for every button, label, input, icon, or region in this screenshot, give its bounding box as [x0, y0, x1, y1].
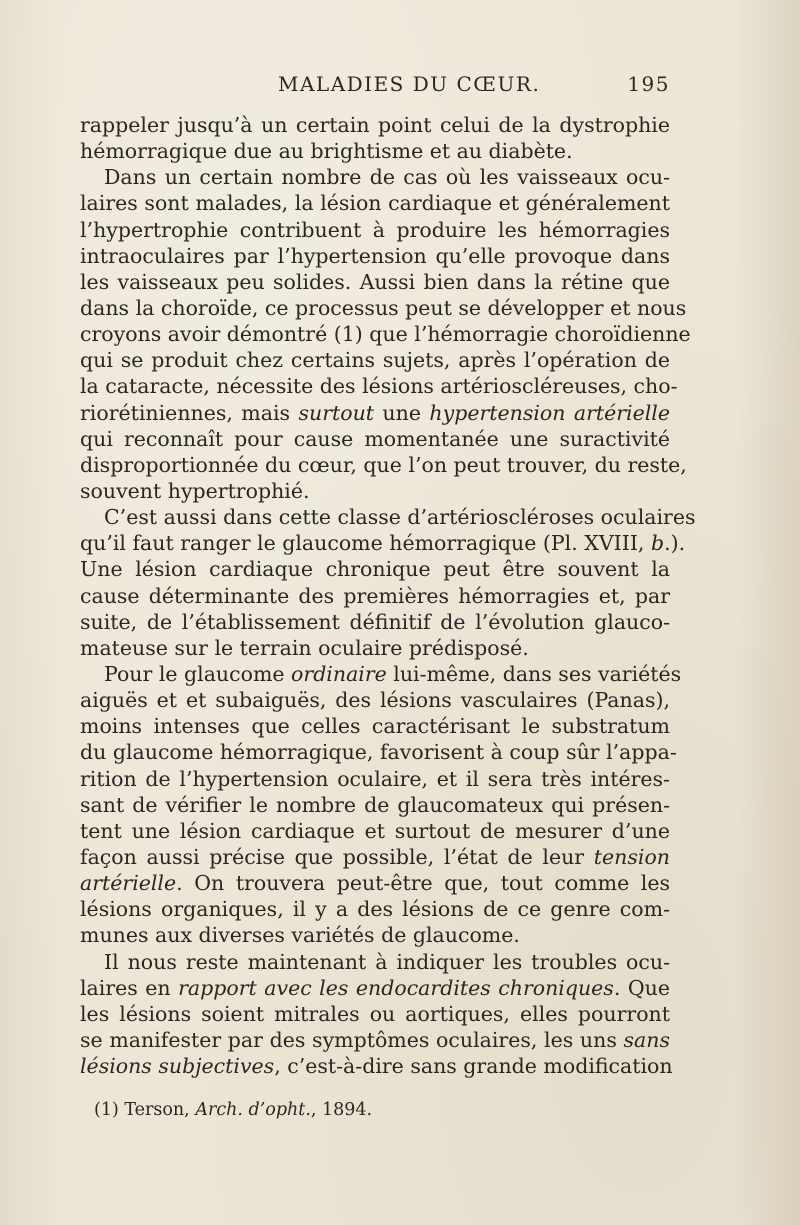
text-run: façon aussi précise que possible, l’état de leur	[80, 844, 594, 869]
text-line: rappeler jusqu’à un certain point celui de la dystrophie	[80, 113, 670, 137]
italic-text: ordinaire	[291, 661, 387, 686]
text-run: lui-même, dans ses variétés	[386, 661, 682, 686]
text-run: se manifester par des symptômes oculaires, les uns	[80, 1027, 624, 1052]
text-run: . On trouvera peut-être que, tout comme les	[176, 871, 670, 896]
text-line	[80, 1053, 673, 1079]
text-line: la cataracte, nécessite des lésions artérioscléreuses, cho-	[80, 374, 678, 399]
text-line: Dans un certain nombre de cas où les vaisseaux ocu-	[104, 165, 670, 190]
text-run: qu’il faut ranger le glaucome hémorragique (Pl. XVIII,	[80, 531, 651, 556]
text-line: qui reconnaît pour cause momentanée une suractivité	[80, 426, 670, 451]
italic-text: surtout	[298, 400, 375, 425]
text-line: souvent hypertrophié.	[80, 478, 310, 503]
text-run: une	[374, 400, 430, 425]
text-run: . Que	[613, 975, 670, 1000]
text-line: mateuse sur le terrain oculaire prédisposé.	[80, 635, 529, 660]
text-line: Il nous reste maintenant à indiquer les troubles ocu-	[104, 949, 670, 974]
italic-text: tension	[593, 844, 670, 869]
italic-text: lésions subjectives	[80, 1054, 275, 1079]
text-line: tent une lésion cardiaque et surtout de mesurer d’une	[80, 818, 670, 843]
text-line: les vaisseaux peu solides. Aussi bien dans la rétine que	[80, 269, 670, 294]
italic-text: rapport avec les endocardites chroniques	[178, 975, 614, 1000]
text-line: qui se produit chez certains sujets, après l’opération de	[80, 348, 670, 373]
text-line: cause déterminante des premières hémorragies et, par	[80, 583, 670, 608]
text-line: sant de vérifier le nombre de glaucomateux qui présen-	[80, 792, 670, 817]
text-line	[80, 975, 670, 1001]
text-line	[80, 844, 670, 870]
text-run: riorétiniennes, mais	[80, 400, 299, 425]
text-line: suite, de l’établissement définitif de l’évolution glauco-	[80, 609, 670, 634]
text-run: , c’est-à-dire sans grande modification	[274, 1054, 673, 1079]
text-line: munes aux diverses variétés de glaucome.	[80, 923, 520, 948]
text-line: aiguës et et subaiguës, des lésions vasculaires (Panas),	[80, 688, 670, 713]
text-run: .).	[664, 531, 686, 556]
text-line: dans la choroïde, ce processus peut se développer et nous	[80, 295, 687, 320]
footnote-marker: (1) Terson,	[94, 1100, 196, 1120]
text-line	[80, 870, 670, 896]
text-run: laires en	[80, 975, 179, 1000]
body-text	[80, 112, 696, 1079]
italic-text: b	[650, 531, 665, 556]
footnote	[94, 1098, 654, 1122]
footnote-year: , 1894.	[310, 1100, 373, 1120]
text-line: disproportionnée du cœur, que l’on peut trouver, du reste,	[80, 452, 687, 477]
footnote-source: Arch. d’opht.	[195, 1100, 311, 1120]
text-line	[80, 530, 686, 556]
italic-text: hypertension artérielle	[429, 400, 670, 425]
text-line	[80, 661, 682, 687]
text-line: rition de l’hypertension oculaire, et il sera très intéres-	[80, 766, 670, 791]
text-line: C’est aussi dans cette classe d’artérioscléroses oculaires	[104, 505, 696, 530]
running-title: MALADIES DU CŒUR.	[278, 72, 541, 96]
text-line: l’hypertrophie contribuent à produire les hémorragies	[80, 217, 670, 242]
text-line: Une lésion cardiaque chronique peut être souvent la	[80, 557, 670, 582]
text-line: moins intenses que celles caractérisant le substratum	[80, 714, 670, 739]
text-line: les lésions soient mitrales ou aortiques, elles pourront	[80, 1001, 670, 1026]
text-run: Pour le glaucome	[104, 661, 292, 686]
text-line	[80, 400, 670, 426]
text-line: croyons avoir démontré (1) que l’hémorragie choroïdienne	[80, 322, 691, 347]
page-number: 195	[627, 72, 670, 96]
text-line: intraoculaires par l’hypertension qu’elle provoque dans	[80, 243, 670, 268]
text-line	[80, 1027, 670, 1053]
text-line: laires sont malades, la lésion cardiaque et généralement	[80, 191, 670, 216]
text-line: du glaucome hémorragique, favorisent à coup sûr l’appa-	[80, 740, 677, 765]
italic-text: sans	[623, 1027, 670, 1052]
text-line: lésions organiques, il y a des lésions de ce genre com-	[80, 897, 670, 922]
italic-text: artérielle	[80, 871, 177, 896]
text-line: hémorragique due au brightisme et au diabète.	[80, 139, 573, 164]
running-header	[80, 72, 670, 102]
